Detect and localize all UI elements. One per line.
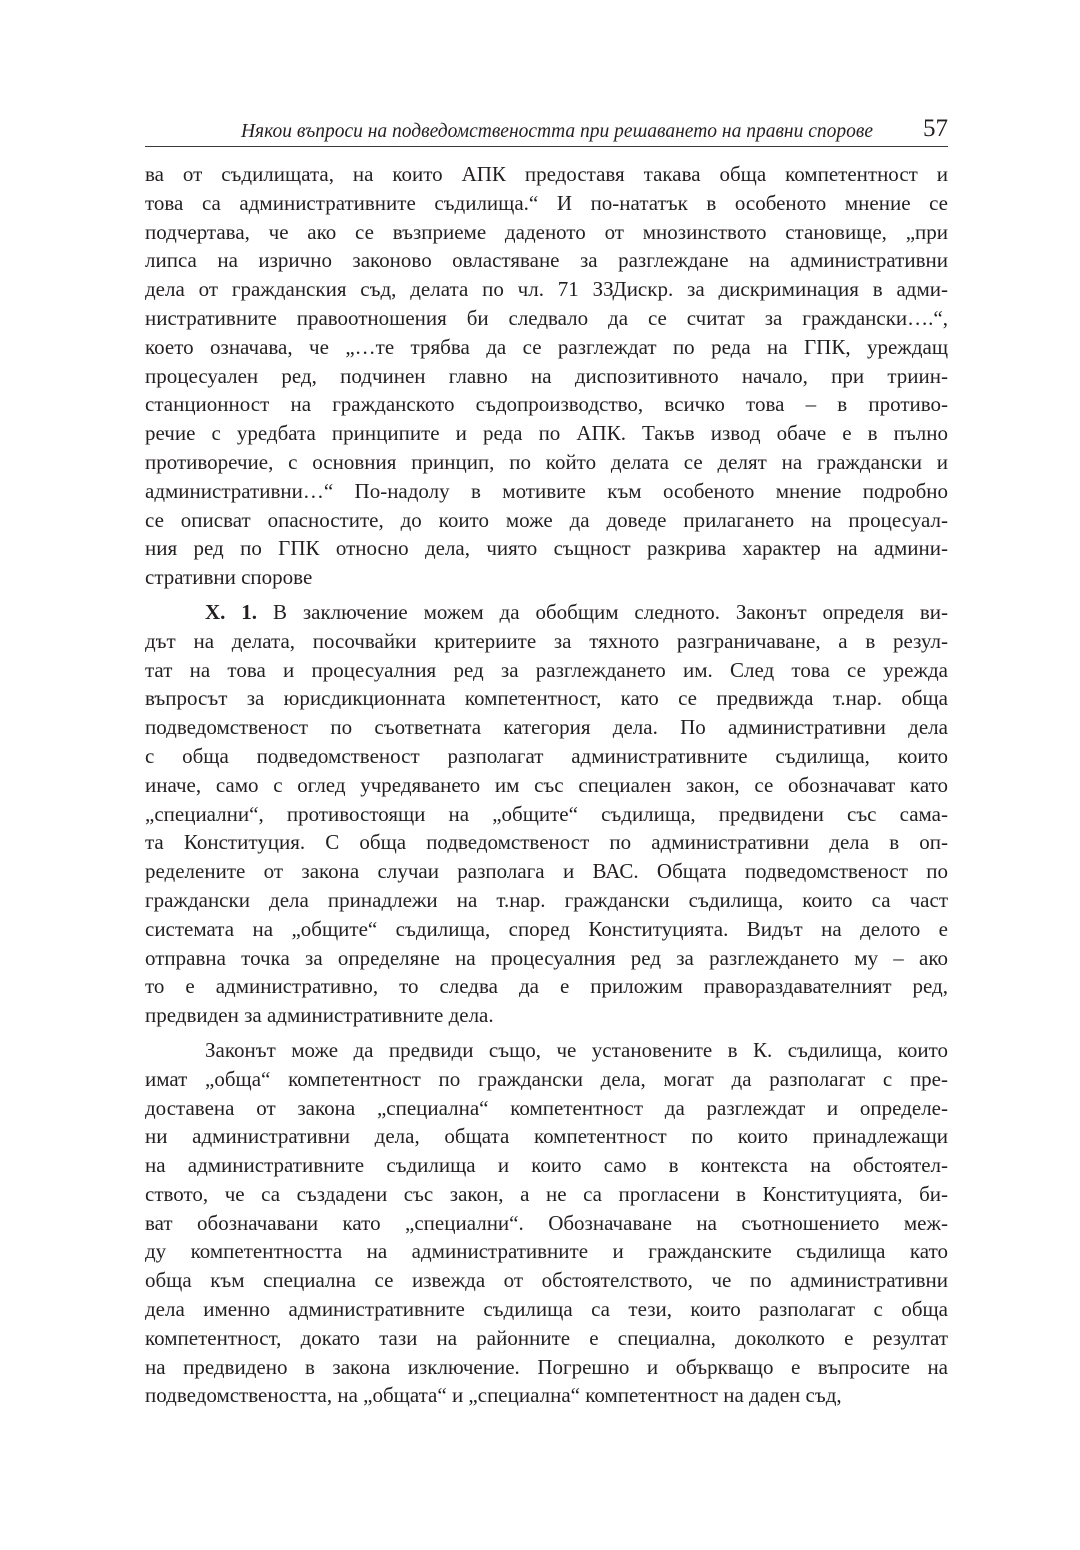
body-text [145, 160, 948, 1410]
text-line: дът на делата, посочвайки критериите за тяхното разграничаване, а в резул- [145, 628, 948, 653]
text-line: което означава, че „…те трябва да се разглеждат по реда на ГПК, уреждащ [145, 334, 948, 359]
text-line: ни административни дела, общата компетентност по които принадлежащи [145, 1124, 948, 1149]
text-line: граждански дела принадлежи на т.нар. граждански съдилища, които са част [145, 887, 948, 912]
text-line: предвиден за административните дела. [145, 1003, 494, 1028]
text-line [145, 598, 948, 627]
page-number: 57 [923, 115, 948, 142]
text-line: системата на „общите“ съдилища, според Конституцията. Видът на делото е [145, 916, 948, 941]
text-line: ва от съдилищата, на които АПК предоставя такава обща компетентност и [145, 162, 948, 186]
text-line: подведомственост по съответната категория дела. По административни дела [145, 715, 948, 740]
text-line: подведомствеността, на „общата“ и „специална“ компетентност на даден съд, [145, 1383, 842, 1408]
text-line: това са административните съдилища.“ И по-нататък в особеното мнение се [145, 190, 948, 215]
text-line: обща към специална се извежда от обстоятелството, че по административни [145, 1268, 948, 1293]
text-line-content: В заключение можем да обобщим следното. Законът определя ви- [272, 599, 948, 624]
text-line: компетентност, докато тази на районните е специална, доколкото е резултат [145, 1325, 948, 1350]
text-line: липса на изрично законово овластяване за разглеждане на административни [145, 248, 948, 273]
text-line: дела именно административните съдилища са тези, които разполагат с обща [145, 1297, 948, 1322]
text-line: та Конституция. С обща подведомственост по административни дела в оп- [145, 830, 948, 855]
text-line: нистративните правоотношения би следвало да се считат за граждански….“, [145, 305, 948, 330]
paragraph [145, 160, 948, 592]
text-line: иначе, само с оглед учредяването им със специален закон, се обозначават като [145, 772, 948, 797]
text-line: противоречие, с основния принцип, по който делата се делят на граждански и [145, 449, 948, 474]
text-line: дела от гражданския съд, делата по чл. 71 ЗЗДискр. за дискриминация в адми- [145, 277, 948, 302]
text-line: ду компетентността на административните и гражданските съдилища като [145, 1239, 948, 1264]
text-line: ния ред по ГПК относно дела, чиято същност разкрива характер на админи- [145, 536, 948, 561]
text-line: ределените от закона случаи разполага и ВАС. Общата подведомственост по [145, 859, 948, 884]
text-line: то е административно, то следва да е приложим правораздавателният ред, [145, 974, 948, 999]
text-line: ват обозначавани като „специални“. Обозначаване на съотношението меж- [145, 1210, 948, 1235]
text-line: речие с уредбата принципите и реда по АПК. Такъв извод обаче е в пълно [145, 421, 948, 446]
text-line: отправна точка за определяне на процесуалния ред за разглеждането му – ако [145, 945, 948, 970]
section-number: X. 1. [205, 599, 258, 624]
page-header [145, 110, 948, 144]
text-line: на предвидено в закона изключение. Погрешно и объркващо е въпросите на [145, 1354, 948, 1379]
paragraph [145, 1036, 948, 1410]
text-line: доставена от закона „специална“ компетентност да разглеждат и определе- [145, 1095, 948, 1120]
text-line: с обща подведомственост разполагат административните съдилища, които [145, 743, 948, 768]
header-rule [145, 146, 948, 147]
running-title: Някои въпроси на подведомствеността при решаването на правни спорове [240, 121, 873, 142]
text-line: на административните съдилища и които само в контекста на обстоятел- [145, 1153, 948, 1178]
text-line: Законът може да предвиди също, че установените в К. съдилища, които [205, 1037, 948, 1062]
text-line: административни…“ По-надолу в мотивите към особеното мнение подробно [145, 478, 948, 503]
text-line: се описват опасностите, до които може да доведе прилагането на процесуал- [145, 507, 948, 532]
text-line: „специални“, противостоящи на „общите“ съдилища, предвидени със сама- [145, 801, 948, 826]
text-line: стративни спорове [145, 565, 313, 590]
text-line: имат „обща“ компетентност по граждански дела, могат да разполагат с пре- [145, 1066, 948, 1091]
text-line: въпросът за юрисдикционната компетентност, като се предвижда т.нар. обща [145, 686, 948, 711]
text-line: станционност на гражданското съдопроизводство, всичко това – в противо- [145, 392, 948, 417]
paragraph [145, 598, 948, 1030]
text-line: ството, че са създадени със закон, а не са прогласени в Конституцията, би- [145, 1181, 948, 1206]
text-line: тат на това и процесуалния ред за разглеждането им. След това се урежда [145, 657, 948, 682]
text-line: процесуален ред, подчинен главно на диспозитивното начало, при триин- [145, 363, 948, 388]
text-line: подчертава, че ако се възприеме даденото от мнозинството становище, „при [145, 219, 948, 244]
